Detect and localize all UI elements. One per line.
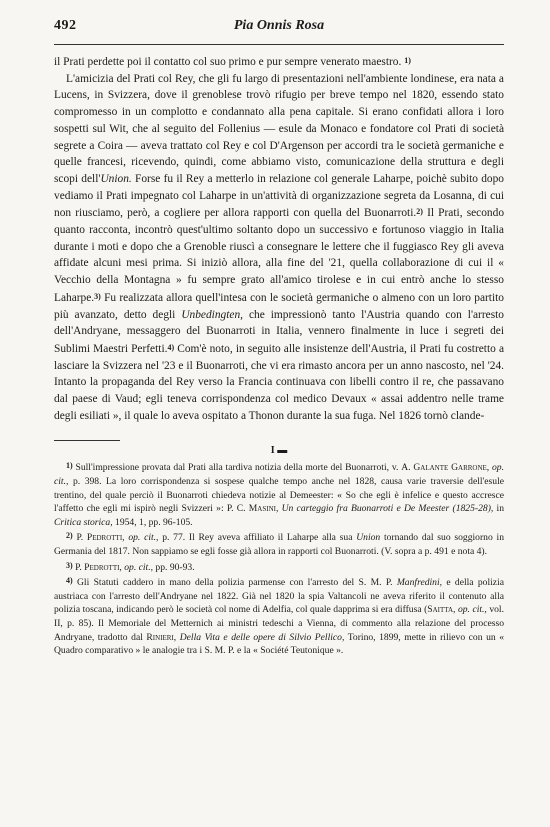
main-text [54,53,504,424]
footnote-4-opcit: op. cit., [455,604,487,616]
footnote-ref-4: 4) [167,342,175,352]
footnote-1-text-d: 1954, 1, pp. 96-105. [112,516,193,528]
paragraph-1 [54,53,504,71]
header-rule [54,44,504,45]
footnote-4-rinieri: Rinieri, [146,631,177,643]
footnote-2-text-b: p. 77. Il Rey aveva affiliato il Laharpe alla sua [158,532,357,544]
footnote-1-masini: Masini, [248,503,279,515]
page-number: 492 [54,18,77,33]
footnote-1-title: Un carteggio fra Buonarroti e De Meester (1825-28), [278,503,494,515]
paragraph-2-text-6: Com'è noto, in seguito alle insistenze dell'Austria, il Prati fu costretto a lasciare la Svizzera nel '23 e il Buonarroti, che vi era rimasto ancora per un anno nascosto, nel '24. Intanto la propaganda del Rey verso la Francia continuava con libelli contro il re, che passavano dal paese di Vaud; egli teneva corrispondenza col medico Devaux « assai addentro nelle trame degli esiliati », il quale lo aveva ospitato a Thonon durante la sua fuga. Nel 1826 tornò clande- [54,342,504,422]
footnote-2-text-a: P. [76,532,87,544]
footnote-1-opcit: op. cit., [54,462,505,488]
printer-mark: I ▬ [270,445,288,457]
footnote-1-journal: Critica storica, [54,516,113,528]
footnote-1-number: 1) [66,461,73,471]
book-page [54,18,504,658]
footnote-4-text-c: vol. II, p. 85). Il Memoriale del Metternich ai ministri tedeschi a Vienna, di commento alla relazione del processo Andryane, tradotto dal [54,604,504,643]
footnote-2 [54,529,504,558]
paragraph-2-text-1: L'amicizia del Prati col Rey, che gli fu largo di presentazioni nell'ambiente londinese, era nata a Lucens, in Svizzera, dove il grenoblese trovò rifugio per breve tempo nel 1820, essendo stato compromesso in un complotto e condannato alla pena capitale. Si erano confidati allora i loro sospetti sul Wit, che al seguito del Follenius — esule da Monaco e fondatore col Prati di società segrete a Coira — aveva trattato col Rey e col D'Argenson per accordi tra le società germaniche e quelle francesi, ricevendo, quindi, come abbiamo visto, comunicazione della struttura e degli scopi dell' [54,72,504,185]
footnotes [54,459,504,657]
footnote-3-number: 3) [66,560,73,570]
footnote-3-opcit: op. cit., [121,561,154,573]
paragraph-2-text-2: Forse fu il Rey a metterlo in relazione col generale Laharpe, poichè subito dopo vediamo il Prati impegnato col Laharpe in un'attività di organizzazione segreta da Losanna, di cui non riusciamo, però, a cogliere per allora rapporti con quella del Buonarroti. [54,172,504,220]
paragraph-2 [54,71,504,425]
footnote-2-number: 2) [66,531,73,541]
footnote-4-manfredini: Manfredini, [396,577,443,589]
footnote-4 [54,574,504,658]
union-term: Union. [100,172,132,185]
footnote-ref-1: 1) [404,56,411,65]
footnote-1-text-c: in [493,503,504,515]
footnote-4-text-a: Gli Statuti caddero in mano della polizia parmense con l'arresto del S. M. P. [77,577,397,589]
paragraph-2-text-4: Fu realizzata allora quell'intesa con le società germaniche o almeno con un loro partito più avanzato, detto degli [54,291,504,321]
footnote-3-text-a: P. [75,561,85,573]
footnote-2-author: Pedrotti, [86,532,125,544]
paragraph-2-text-5: che impressionò tanto l'Austria quando con l'arresto dell'Andryane, messaggero del Buonarroti in Italia, vennero finalmente in luce i segreti dei Sublimi Maestri Perfetti. [54,308,504,355]
footnote-separator [54,440,120,441]
paragraph-2-text-3: Il Prati, secondo quanto racconta, incontrò quest'ultimo soltanto dopo un successivo e fortunoso viaggio in Italia durante i moti e dopo che a Grenoble riuscì a consegnare le lettere che il fuggiasco Rey gli aveva affidate alcuni mesi prima. Si iniziò allora, alla fine del '21, quella collaborazione di cui il « Vecchio della Montagna » fu sempre grato all'amico tirolese e in cui entrò anche lo stesso Laharpe. [54,207,505,304]
footnote-4-saitta: Saitta, [427,604,456,616]
running-head: Pia Onnis Rosa [233,18,325,33]
footnote-4-number: 4) [66,576,73,586]
footnote-1-text-b: p. 398. La loro corrispondenza si sospese qualche tempo anche nel 1828, causa varie traversie dell'esule trentino, del quale perciò il Buonarroti chiedeva notizie al Demeester: « So che egli è infelice e questo accresce l'affetto che egli mi ispirò negli Svizzeri »: P. C. [54,476,504,515]
footnote-2-text-c: tornando dal suo soggiorno in Germania del 1817. Non sappiamo se egli fosse già allora in rapporti col Buonarroti. (V. sopra a p. 491 e nota 4). [54,532,504,558]
footnote-4-text-b: e della polizia austriaca con l'arresto dell'Andryane nel 1822. Già nel 1820 la spia Valtancoli ne aveva riferito il contenuto alla polizia toscana, indicando però le società col nome di Adelfia, col quale dapprima si era diffusa ( [54,577,504,616]
footnote-3-author: Pedrotti, [84,561,122,573]
footnote-1 [54,459,504,529]
footnote-1-text-a: Sull'impressione provata dal Prati alla tardiva notizia della morte del Buonarroti, v. [75,462,402,474]
footnote-4-title: Della Vita e delle opere di Silvio Pellico, [176,631,345,643]
footnote-3 [54,559,504,575]
footnote-1-author: A. Galante Garrone, [401,462,490,474]
footnote-4-text-d: Torino, 1899, mette in rilievo con un « Quadro comparativo » le analogie tra i S. M. P. e la « Société Teutonique ». [54,631,504,657]
unbedingten-term: Unbedingten, [181,308,243,321]
footnote-ref-3: 3) [94,291,101,301]
paragraph-1-text: il Prati perdette poi il contatto col suo primo e pur sempre venerato maestro. [54,56,402,68]
page-header [54,18,504,42]
footnote-2-union: Union [356,532,381,544]
footnote-ref-2: 2) [416,207,423,217]
footnote-2-opcit: op. cit., [124,532,159,544]
footnote-3-text-b: pp. 90-93. [153,561,195,573]
